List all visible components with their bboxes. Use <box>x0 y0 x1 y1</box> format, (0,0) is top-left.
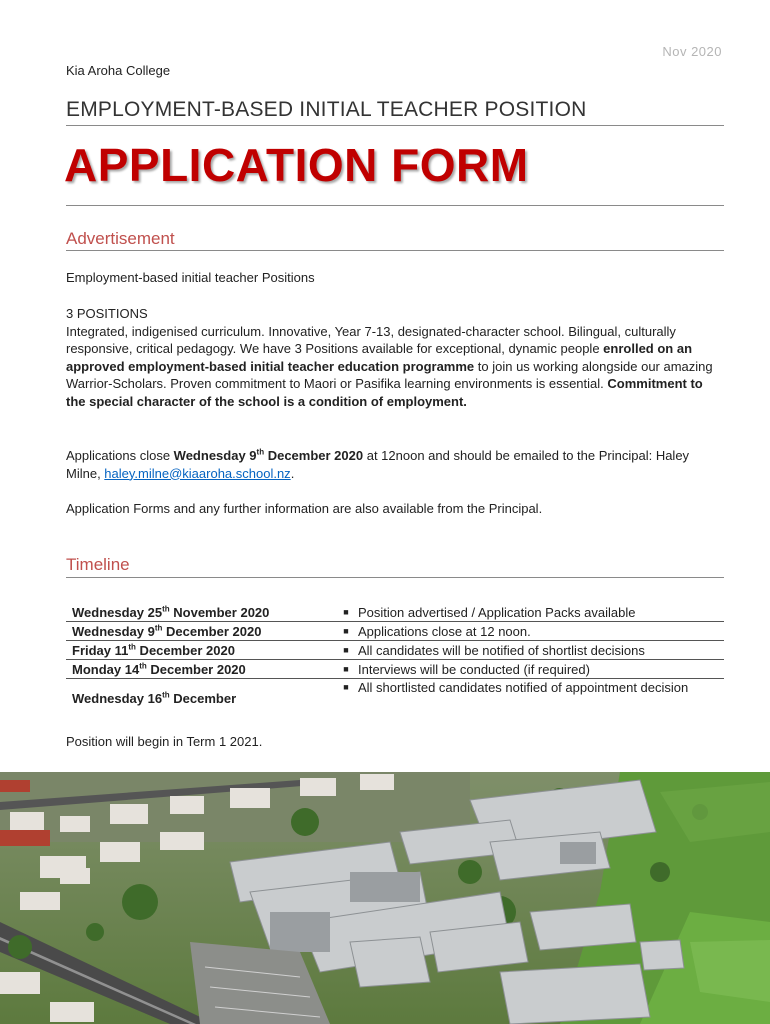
bullet-icon: ■ <box>343 664 349 674</box>
document-subtitle: EMPLOYMENT-BASED INITIAL TEACHER POSITION <box>66 98 587 121</box>
timeline-heading: Timeline <box>66 555 130 574</box>
timeline-event: Applications close at 12 noon. <box>358 623 531 639</box>
ad-programme-requirement: enrolled on an approved employment-based initial teacher education programme <box>66 341 693 374</box>
timeline-date: Wednesday 9th December 2020 <box>72 623 262 639</box>
timeline-divider <box>66 577 724 578</box>
close-date: Wednesday 9th December 2020 <box>173 447 364 463</box>
document-title: APPLICATION FORM <box>64 139 529 191</box>
timeline-event: All candidates will be notified of shortlist decisions <box>358 642 645 658</box>
advertisement-divider <box>66 250 724 251</box>
timeline-row <box>66 679 724 719</box>
document-date: Nov 2020 <box>662 44 722 59</box>
forms-availability-text: Application Forms and any further information are also available from the Principal. <box>66 501 543 516</box>
positions-count: 3 POSITIONS <box>66 306 148 321</box>
principal-email-link[interactable]: haley.milne@kiaaroha.school.nz <box>104 465 291 481</box>
bullet-icon: ■ <box>343 645 349 655</box>
timeline-date: Wednesday 25th November 2020 <box>72 604 270 620</box>
timeline-event: Interviews will be conducted (if required) <box>358 661 590 677</box>
timeline-row <box>66 660 724 679</box>
timeline-row <box>66 622 724 641</box>
ad-description: Integrated, indigenised curriculum. Innovative, Year 7-13, designated-character school. Bilingual, culturally responsive, critical pedagogy. We have 3 Positions available for exceptional, dynamic people enrolled on an approved employment-based initial teacher education programme to join us working alongside our amazing Warrior-Scholars. Proven commitment to Maori or Pasifika learning environments is essential. Commitment to the special character of the school is a condition of employment. <box>66 323 713 409</box>
title-divider <box>66 205 724 206</box>
college-name: Kia Aroha College <box>66 63 171 78</box>
ad-body <box>66 305 724 410</box>
timeline-date: Friday 11th December 2020 <box>72 642 235 658</box>
timeline-row <box>66 641 724 660</box>
application-close-text: Applications close Wednesday 9th December 2020 at 12noon and should be emailed to the Principal: Haley Milne, haley.milne@kiaaroha.school.nz. <box>66 447 690 481</box>
timeline-date: Wednesday 16th December <box>72 690 237 706</box>
ad-intro-line: Employment-based initial teacher Positions <box>66 270 315 285</box>
bullet-icon: ■ <box>343 682 349 692</box>
subtitle-divider <box>66 125 724 126</box>
ad-special-character: Commitment to the special character of the school is a condition of employment. <box>66 376 703 409</box>
bullet-icon: ■ <box>343 607 349 617</box>
timeline-date: Monday 14th December 2020 <box>72 661 246 677</box>
bullet-icon: ■ <box>343 626 349 636</box>
timeline-table <box>66 603 724 718</box>
advertisement-heading: Advertisement <box>66 229 175 248</box>
timeline-row <box>66 603 724 622</box>
school-aerial-photo <box>0 772 770 1024</box>
timeline-event: All shortlisted candidates notified of appointment decision <box>358 680 689 695</box>
timeline-event: Position advertised / Application Packs available <box>358 604 636 620</box>
start-term-text: Position will begin in Term 1 2021. <box>66 734 263 749</box>
